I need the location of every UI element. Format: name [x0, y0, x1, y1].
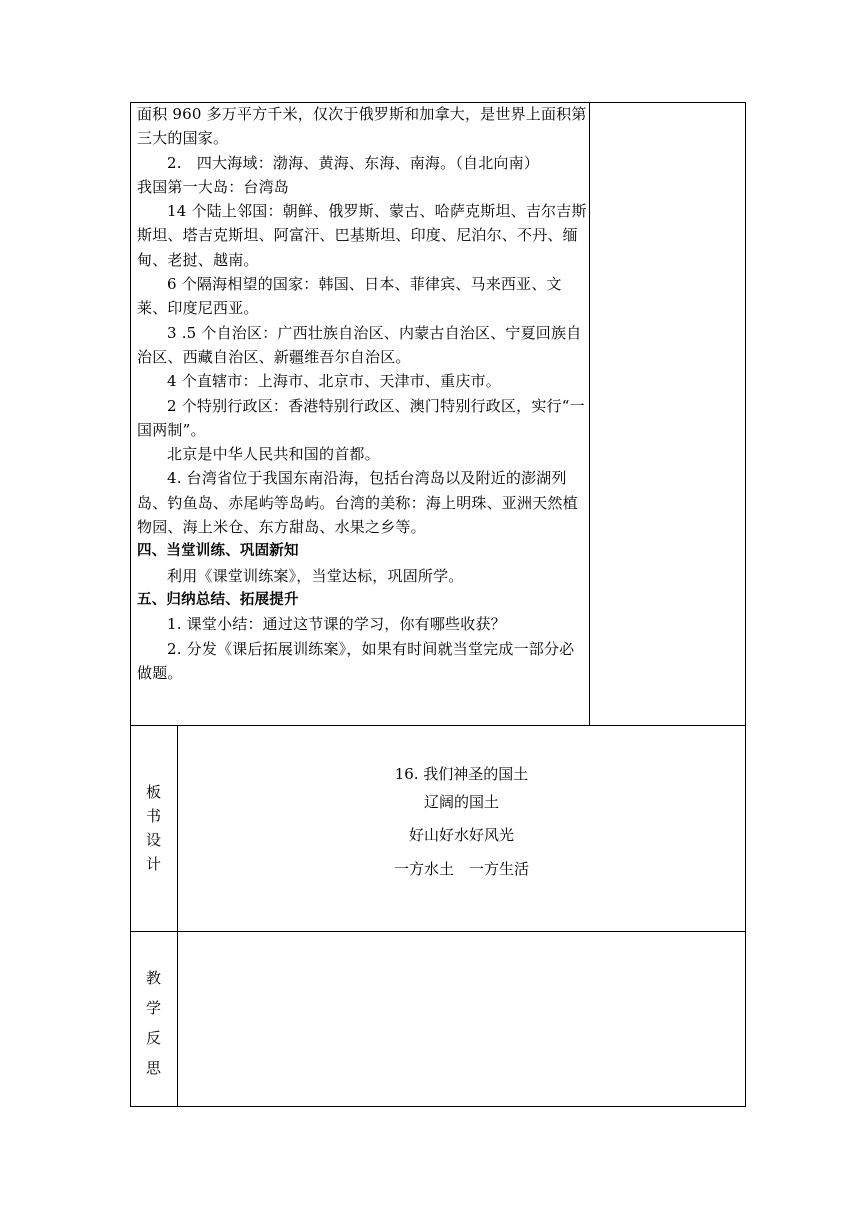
board-label-char: 计: [145, 855, 161, 873]
lesson-content: [137, 102, 589, 685]
reflection-label: [130, 963, 177, 1083]
lesson-paragraph: 4 个直辖市：上海市、北京市、天津市、重庆市。: [167, 372, 501, 391]
lesson-paragraph: 北京是中华人民共和国的首都。: [167, 445, 380, 464]
board-title: 16. 我们神圣的国土: [394, 765, 529, 783]
section-heading: 四、当堂训练、巩固新知: [137, 543, 299, 560]
reflection-content: [178, 932, 745, 1106]
lesson-paragraph: 2. 四大海域：渤海、黄海、东海、南海。（自北向南）: [167, 153, 540, 172]
board-design-label: [130, 780, 177, 876]
board-line: 一方水土 一方生活: [393, 860, 529, 878]
board-label-char: 板: [145, 783, 161, 801]
board-label-char: 书: [145, 807, 161, 825]
board-label-char: 设: [145, 831, 161, 849]
lesson-paragraph: 14 个陆上邻国：朝鲜、俄罗斯、蒙古、哈萨克斯坦、吉尔吉斯斯坦、塔吉克斯坦、阿富汗、巴基斯坦、印度、尼泊尔、不丹、缅甸、老挝、越南。: [137, 202, 587, 269]
reflection-label-char: 教: [145, 969, 161, 987]
lesson-paragraph: 1. 课堂小结：通过这节课的学习，你有哪些收获？: [167, 615, 506, 634]
lesson-paragraph: 我国第一大岛：台湾岛: [137, 177, 290, 196]
reflection-label-char: 反: [145, 1029, 161, 1047]
board-line: 好山好水好风光: [408, 826, 514, 844]
lesson-paragraph: 2. 分发《课后拓展训练案》，如果有时间就当堂完成一部分必做题。: [137, 639, 575, 682]
section-heading: 五、归纳总结、拓展提升: [137, 591, 299, 608]
board-line: 辽阔的国土: [423, 793, 499, 811]
lesson-paragraph: 4. 台湾省位于我国东南沿海，包括台湾岛以及附近的澎湖列岛、钓鱼岛、赤尾屿等岛屿。台湾的美称：海上明珠、亚洲天然植物园、海上米仓、东方甜岛、水果之乡等。: [137, 469, 578, 537]
reflection-label-char: 学: [145, 999, 161, 1017]
notes-column-divider: [589, 102, 590, 726]
reflection-label-char: 思: [145, 1059, 161, 1077]
lesson-paragraph: 6 个隔海相望的国家：韩国、日本、菲律宾、马来西亚、文莱、印度尼西亚。: [137, 275, 562, 318]
lesson-paragraph: 利用《课堂训练案》，当堂达标，巩固所学。: [167, 566, 464, 585]
row-divider-board: [130, 725, 746, 726]
lesson-paragraph: 3 .5 个自治区：广西壮族自治区、内蒙古自治区、宁夏回族自治区、西藏自治区、新疆维吾尔自治区。: [137, 323, 582, 366]
lesson-paragraph: 2 个特别行政区：香港特别行政区、澳门特别行政区，实行“一国两制”。: [137, 396, 585, 439]
lesson-paragraph: 面积 960 多万平方千米，仅次于俄罗斯和加拿大，是世界上面积第三大的国家。: [137, 105, 587, 148]
